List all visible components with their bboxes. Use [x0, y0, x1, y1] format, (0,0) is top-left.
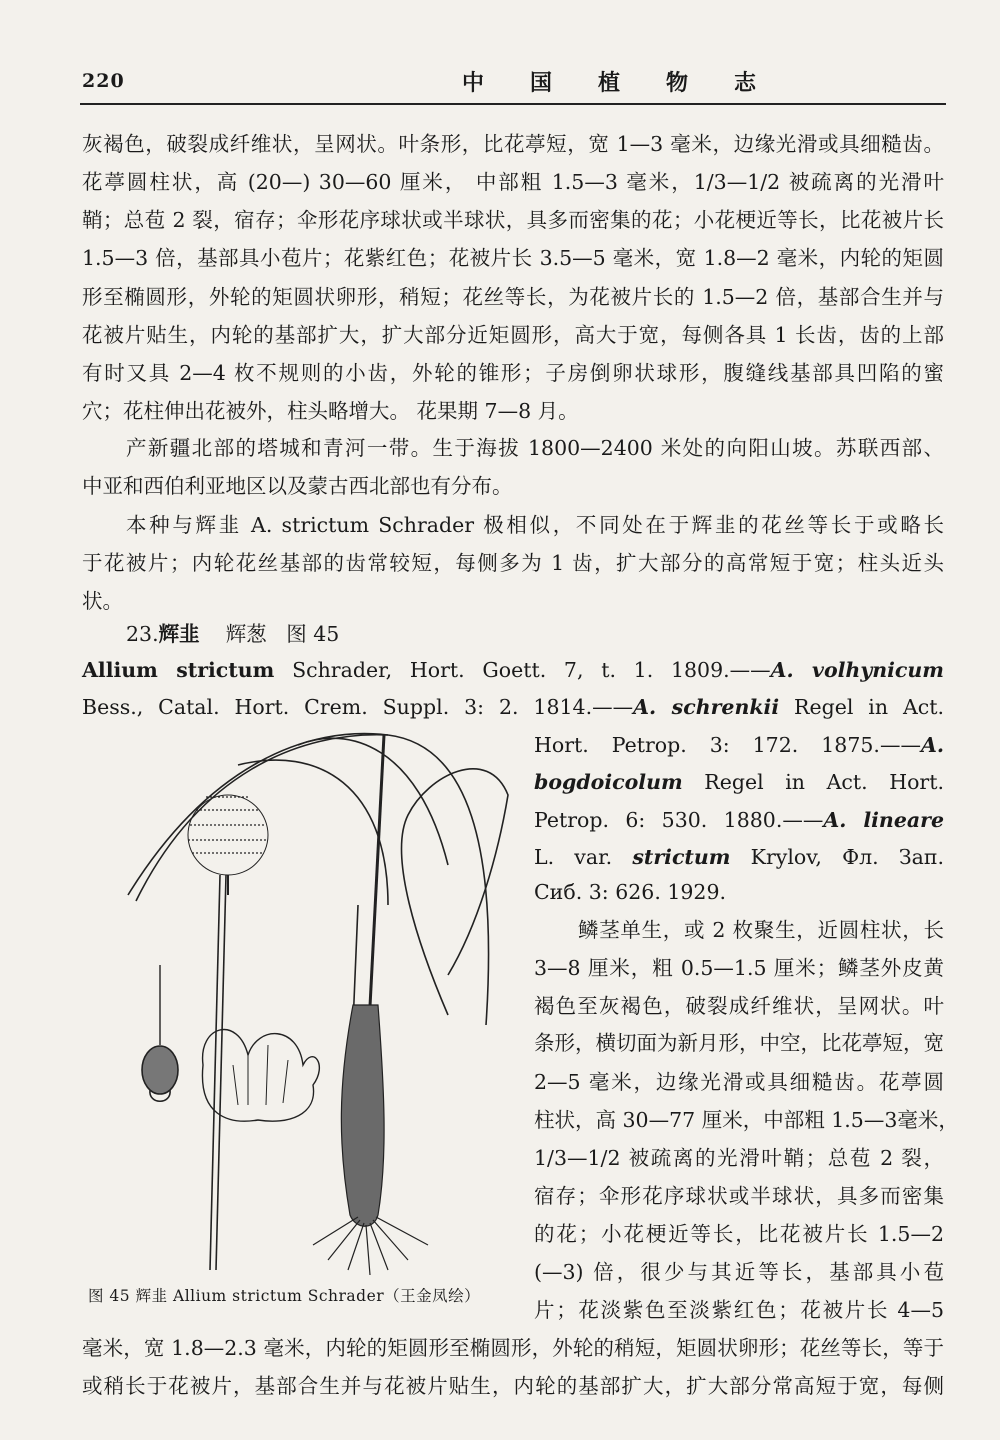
citation-text: Krylov, Фл. Зап.	[730, 845, 944, 869]
citation-text: Hort. Petrop. 3: 172. 1875.——	[534, 733, 921, 757]
text-line: (—3) 倍，很少与其近等长，基部具小苞	[534, 1260, 944, 1284]
text-line: 2—5 毫米，边缘光滑或具细糙齿。花葶圆	[534, 1070, 944, 1094]
text-line: 有时又具 2—4 枚不规则的小齿，外轮的锥形；子房倒卵状球形，腹缝线基部具凹陷的蜜	[82, 361, 944, 385]
text-line: 宿存；伞形花序球状或半球状，具多而密集	[534, 1184, 944, 1208]
text-line: 穴；花柱伸出花被外，柱头略增大。 花果期 7—8 月。	[82, 399, 579, 423]
scientific-name: Allium strictum	[82, 658, 275, 682]
text-line: 1.5—3 倍，基部具小苞片；花紫红色；花被片长 3.5—5 毫米，宽 1.8—2 毫米，内轮的矩圆	[82, 246, 944, 270]
synonym-name: A. schrenkii	[633, 695, 780, 719]
text-line: 形至椭圆形，外轮的矩圆状卵形，稍短；花丝等长，为花被片长的 1.5—2 倍，基部合生并与	[82, 285, 944, 309]
text-line: 或稍长于花被片，基部合生并与花被片贴生，内轮的基部扩大，扩大部分常高短于宽，每侧	[82, 1374, 944, 1398]
page-header	[82, 66, 944, 102]
text-line: 鳞茎单生，或 2 枚聚生，近圆柱状，长	[578, 918, 944, 942]
synonym-name: A. volhynicum	[770, 658, 944, 682]
text-line: 状。	[82, 589, 123, 613]
synonym-name: A.	[920, 733, 944, 757]
text-line: 毫米，宽 1.8—2.3 毫米，内轮的矩圆形至椭圆形，外轮的稍短，矩圆状卵形；花丝等长，等于	[82, 1336, 944, 1360]
synonymy-line	[82, 693, 944, 723]
synonymy-line	[534, 806, 944, 836]
citation-text: Regel in Act. Hort.	[682, 770, 944, 794]
text-line: 产新疆北部的塔城和青河一带。生于海拔 1800—2400 米处的向阳山坡。苏联西部、	[126, 436, 944, 460]
text-line: 鞘；总苞 2 裂，宿存；伞形花序球状或半球状，具多而密集的花；小花梗近等长，比花被片长	[82, 208, 944, 232]
text-line: 褐色至灰褐色，破裂成纤维状，呈网状。叶	[534, 994, 944, 1018]
synonym-name: A. lineare	[823, 808, 944, 832]
species-heading	[126, 620, 339, 648]
figure-caption: 图 45 辉韭 Allium strictum Schrader（王金凤绘）	[88, 1287, 481, 1305]
text-line: 花葶圆柱状，高 (20—) 30—60 厘米， 中部粗 1.5—3 毫米，1/3—1/2 被疏离的光滑叶	[82, 170, 944, 194]
header-rule	[80, 103, 946, 105]
page-number: 220	[82, 70, 125, 92]
citation-text: L. var.	[534, 845, 633, 869]
synonymy-line: Сиб. 3: 626. 1929.	[534, 880, 727, 904]
synonymy-line	[534, 731, 944, 761]
citation-text: Schrader, Hort. Goett. 7, t. 1. 1809.——	[274, 658, 771, 682]
allium-strictum-illustration	[88, 725, 528, 1285]
citation-text: Regel in Act.	[779, 695, 944, 719]
synonymy-line	[82, 656, 944, 686]
synonymy-line	[534, 768, 944, 798]
text-line: 1/3—1/2 被疏离的光滑叶鞘；总苞 2 裂，	[534, 1146, 944, 1170]
text-line: 中亚和西伯利亚地区以及蒙古西北部也有分布。	[82, 474, 513, 498]
species-number: 23.	[126, 622, 159, 646]
species-name-cn: 辉韭	[158, 622, 200, 646]
text-line: 片；花淡紫色至淡紫红色；花被片长 4—5	[534, 1298, 944, 1322]
figure-reference: 图 45	[286, 622, 340, 646]
synonym-name: bogdoicolum	[534, 770, 683, 794]
text-line: 条形，横切面为新月形，中空，比花葶短，宽	[534, 1031, 944, 1055]
synonym-name: strictum	[632, 845, 731, 869]
text-line: 柱状，高 30—77 厘米，中部粗 1.5—3毫米，	[534, 1108, 959, 1132]
text-line: 花被片贴生，内轮的基部扩大，扩大部分近矩圆形，高大于宽，每侧各具 1 长齿，齿的上部	[82, 323, 944, 347]
text-line: 本种与辉韭 A. strictum Schrader 极相似，不同处在于辉韭的花丝等长于或略长	[126, 513, 944, 537]
text-line: 的花；小花梗近等长，比花被片长 1.5—2	[534, 1222, 944, 1246]
text-line: 于花被片；内轮花丝基部的齿常较短，每侧多为 1 齿，扩大部分的高常短于宽；柱头近头	[82, 551, 944, 575]
citation-text: Bess., Catal. Hort. Crem. Suppl. 3: 2. 1814.——	[82, 695, 634, 719]
citation-text: Petrop. 6: 530. 1880.——	[534, 808, 824, 832]
text-line: 灰褐色，破裂成纤维状，呈网状。叶条形，比花葶短，宽 1—3 毫米，边缘光滑或具细糙齿。	[82, 132, 944, 156]
text-line: 3—8 厘米，粗 0.5—1.5 厘米；鳞茎外皮黄	[534, 956, 944, 980]
book-title: 中国植物志	[462, 70, 803, 96]
species-alias: 辉葱	[225, 622, 267, 646]
synonymy-line	[534, 843, 944, 873]
